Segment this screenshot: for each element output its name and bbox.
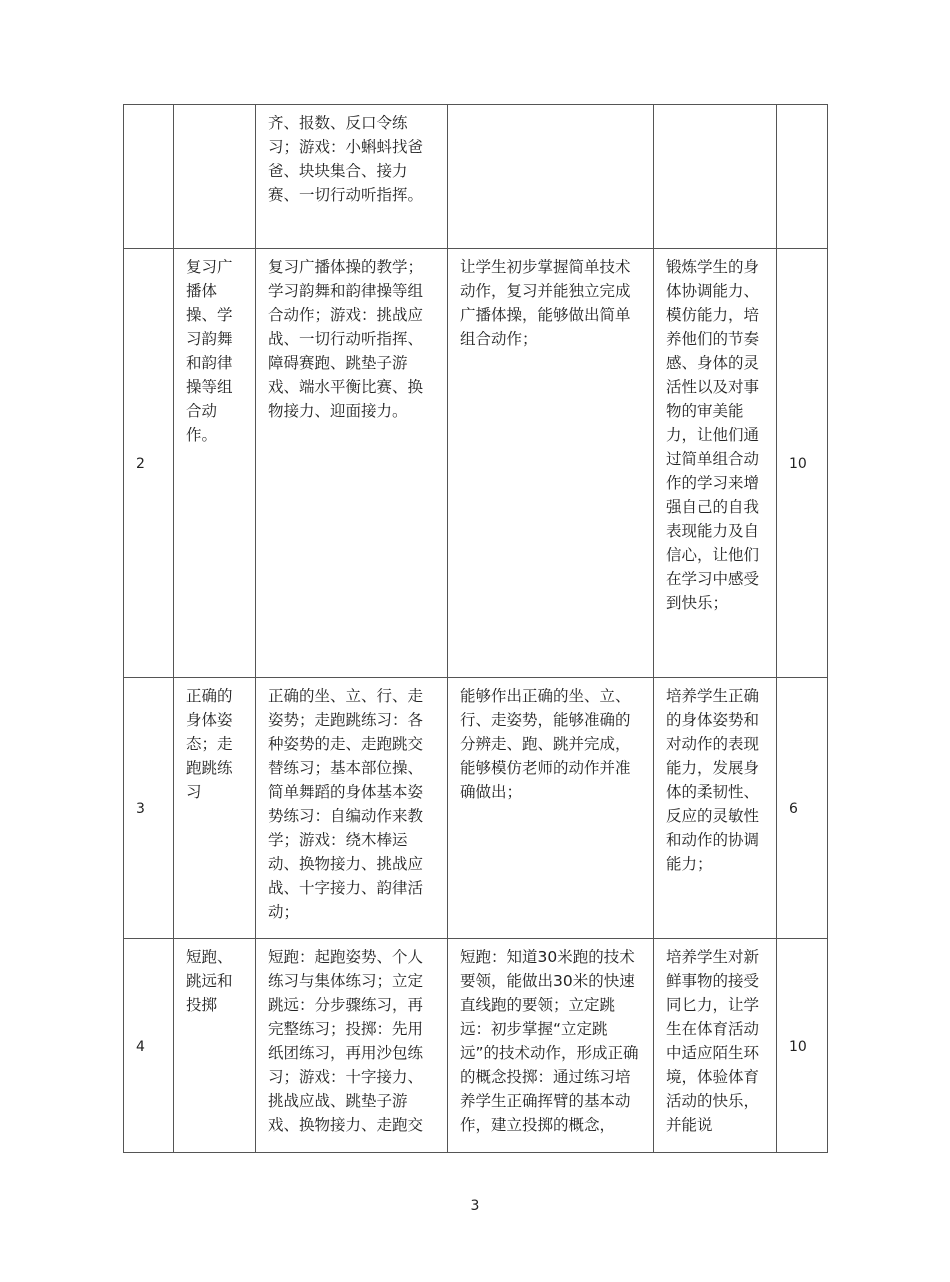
content-cell: 短跑：起跑姿势、个人练习与集体练习；立定跳远：分步骤练习，再完整练习；投掷：先用纸团练习，再用沙包练习；游戏：十字接力、挑战应战、跳垫子游戏、换物接力、走跑交 [256,939,448,1153]
table-row [124,105,828,249]
ability-goal-cell [654,105,777,249]
row-number [124,105,174,249]
row-number: 2 [124,249,174,678]
hours-cell: 10 [777,249,828,678]
skill-goal-cell: 能够作出正确的坐、立、行、走姿势，能够准确的分辨走、跑、跳并完成，能够模仿老师的动作并准确做出； [448,678,654,939]
table-row [124,678,828,939]
skill-goal-cell: 让学生初步掌握简单技术动作，复习并能独立完成广播体操，能够做出简单组合动作； [448,249,654,678]
page-number: 3 [470,1198,480,1214]
skill-goal-cell [448,105,654,249]
curriculum-table [123,104,828,1153]
unit-cell: 复习广播体操、学习韵舞和韵律操等组合动作。 [174,249,256,678]
row-number: 4 [124,939,174,1153]
content-cell: 复习广播体操的教学；学习韵舞和韵律操等组合动作；游戏：挑战应战、一切行动听指挥、障碍赛跑、跳垫子游戏、端水平衡比赛、换物接力、迎面接力。 [256,249,448,678]
row-number: 3 [124,678,174,939]
hours-cell: 10 [777,939,828,1153]
content-cell: 齐、报数、反口令练习；游戏：小蝌蚪找爸爸、块块集合、接力赛、一切行动听指挥。 [256,105,448,249]
ability-goal-cell: 培养学生正确的身体姿势和对动作的表现能力，发展身体的柔韧性、反应的灵敏性和动作的协调能力； [654,678,777,939]
table-row [124,249,828,678]
content-cell: 正确的坐、立、行、走姿势；走跑跳练习：各种姿势的走、走跑跳交替练习；基本部位操、简单舞蹈的身体基本姿势练习：自编动作来教学；游戏：绕木棒运动、换物接力、挑战应战、十字接力、韵律活动； [256,678,448,939]
skill-goal-cell: 短跑：知道30米跑的技术要领，能做出30米的快速直线跑的要领；立定跳远：初步掌握“立定跳远”的技术动作，形成正确的概念投掷：通过练习培养学生正确挥臂的基本动作，建立投掷的概念， [448,939,654,1153]
ability-goal-cell: 锻炼学生的身体协调能力、模仿能力，培养他们的节奏感、身体的灵活性以及对事物的审美能力，让他们通过简单组合动作的学习来增强自己的自我表现能力及自信心，让他们在学习中感受到快乐； [654,249,777,678]
hours-cell: 6 [777,678,828,939]
curriculum-table-container [123,104,827,1153]
unit-cell [174,105,256,249]
unit-cell: 短跑、跳远和投掷 [174,939,256,1153]
table-row [124,939,828,1153]
hours-cell [777,105,828,249]
unit-cell: 正确的身体姿态；走跑跳练习 [174,678,256,939]
ability-goal-cell: 培养学生对新鲜事物的接受同匕力，让学生在体育活动中适应陌生环境，体验体育活动的快乐，并能说 [654,939,777,1153]
